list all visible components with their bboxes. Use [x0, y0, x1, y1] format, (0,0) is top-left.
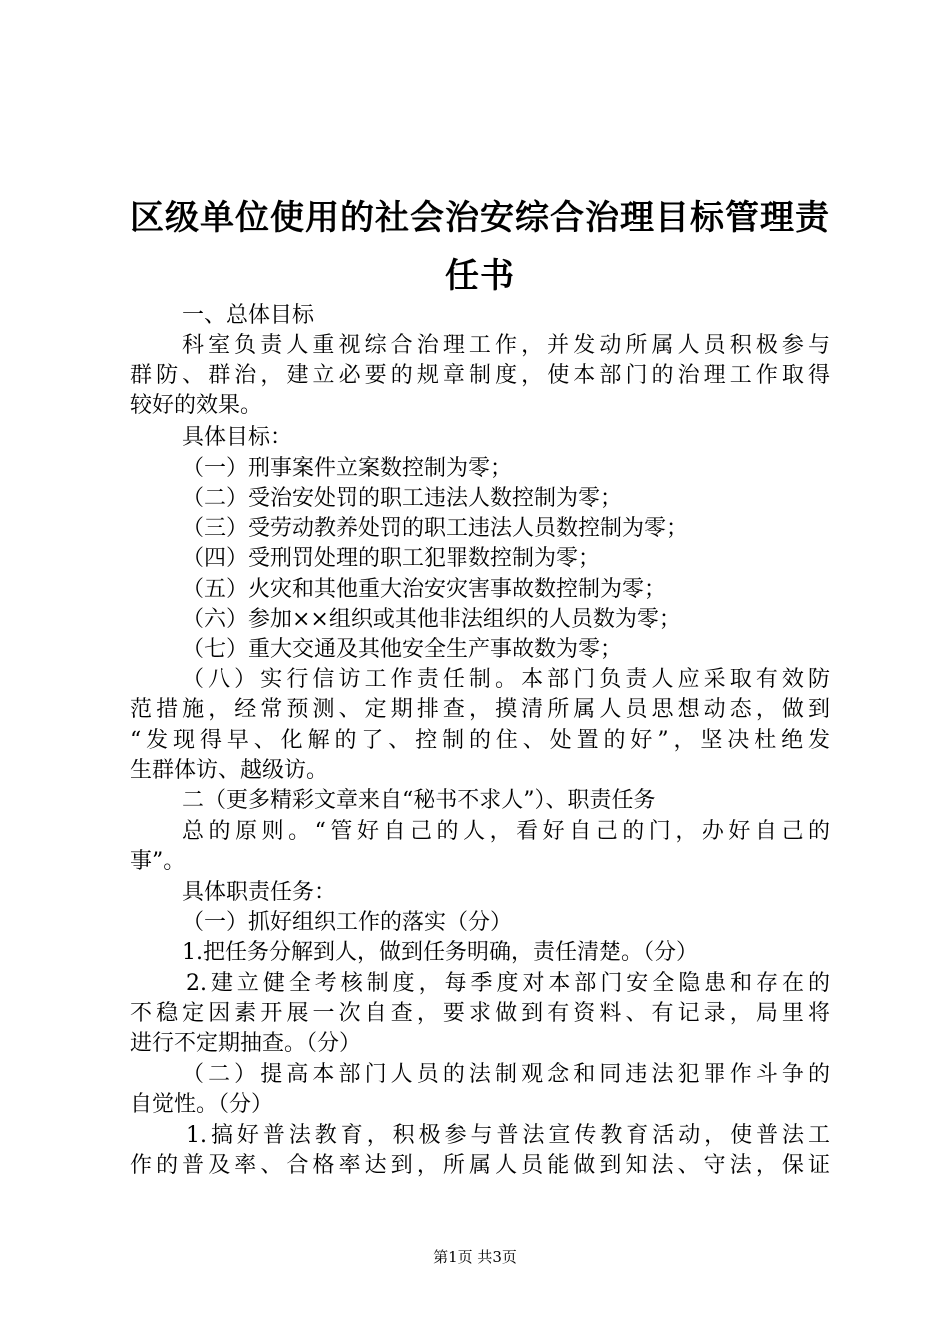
paragraph-line: 作的普及率、合格率达到，所属人员能做到知法、守法，保证 — [130, 1153, 830, 1178]
list-item: 1.搞好普法教育，积极参与普法宣传教育活动，使普法工 — [186, 1123, 830, 1148]
list-item: （五）火灾和其他重大治安灾害事故数控制为零； — [182, 577, 667, 602]
paragraph-line: 事”。 — [130, 849, 186, 874]
paragraph-line: 进行不定期抽查。（分） — [130, 1031, 362, 1056]
document-title-line-2: 任书 — [445, 256, 515, 296]
list-item: （二）提高本部门人员的法制观念和同违法犯罪作斗争的 — [182, 1062, 830, 1087]
section-heading-1: 一、总体目标 — [182, 303, 315, 328]
list-item: （六）参加××组织或其他非法组织的人员数为零； — [182, 607, 681, 632]
section-heading-2: 二（更多精彩文章来自“秘书不求人”）、职责任务 — [182, 788, 656, 813]
list-item: 1.把任务分解到人，做到任务明确，责任清楚。（分） — [182, 940, 698, 965]
list-item: （三）受劳动教养处罚的职工违法人员数控制为零； — [182, 516, 689, 541]
page-footer: 第1页 共3页 — [433, 1248, 517, 1266]
paragraph-line: 群防、群治，建立必要的规章制度，使本部门的治理工作取得 — [130, 363, 830, 388]
list-item: （二）受治安处罚的职工违法人数控制为零； — [182, 486, 623, 511]
paragraph-line: 范措施，经常预测、定期排查，摸清所属人员思想动态，做到 — [130, 697, 830, 722]
paragraph-line: 总的原则。“管好自己的人，看好自己的门，办好自己的 — [182, 819, 830, 844]
list-item: （四）受刑罚处理的职工犯罪数控制为零； — [182, 546, 601, 571]
paragraph-line: 不稳定因素开展一次自查，要求做到有资料、有记录，局里将 — [130, 1001, 830, 1026]
subheading: 具体职责任务： — [182, 880, 337, 905]
list-item: （八）实行信访工作责任制。本部门负责人应采取有效防 — [182, 667, 830, 692]
paragraph-line: “发现得早、化解的了、控制的住、处置的好”，坚决杜绝发 — [130, 728, 830, 753]
list-item: （一）刑事案件立案数控制为零； — [182, 456, 513, 481]
paragraph-line: 科室负责人重视综合治理工作，并发动所属人员积极参与 — [182, 333, 830, 358]
paragraph-line: 较好的效果。 — [130, 393, 263, 418]
subheading: 具体目标： — [182, 425, 293, 450]
list-item: （七）重大交通及其他安全生产事故数为零； — [182, 637, 623, 662]
document-title-line-1: 区级单位使用的社会治安综合治理目标管理责 — [130, 198, 830, 238]
paragraph-line: 自觉性。（分） — [130, 1092, 274, 1117]
paragraph-line: 生群体访、越级访。 — [130, 758, 329, 783]
list-item: （一）抓好组织工作的落实（分） — [182, 910, 513, 935]
list-item: 2.建立健全考核制度，每季度对本部门安全隐患和存在的 — [186, 971, 830, 996]
